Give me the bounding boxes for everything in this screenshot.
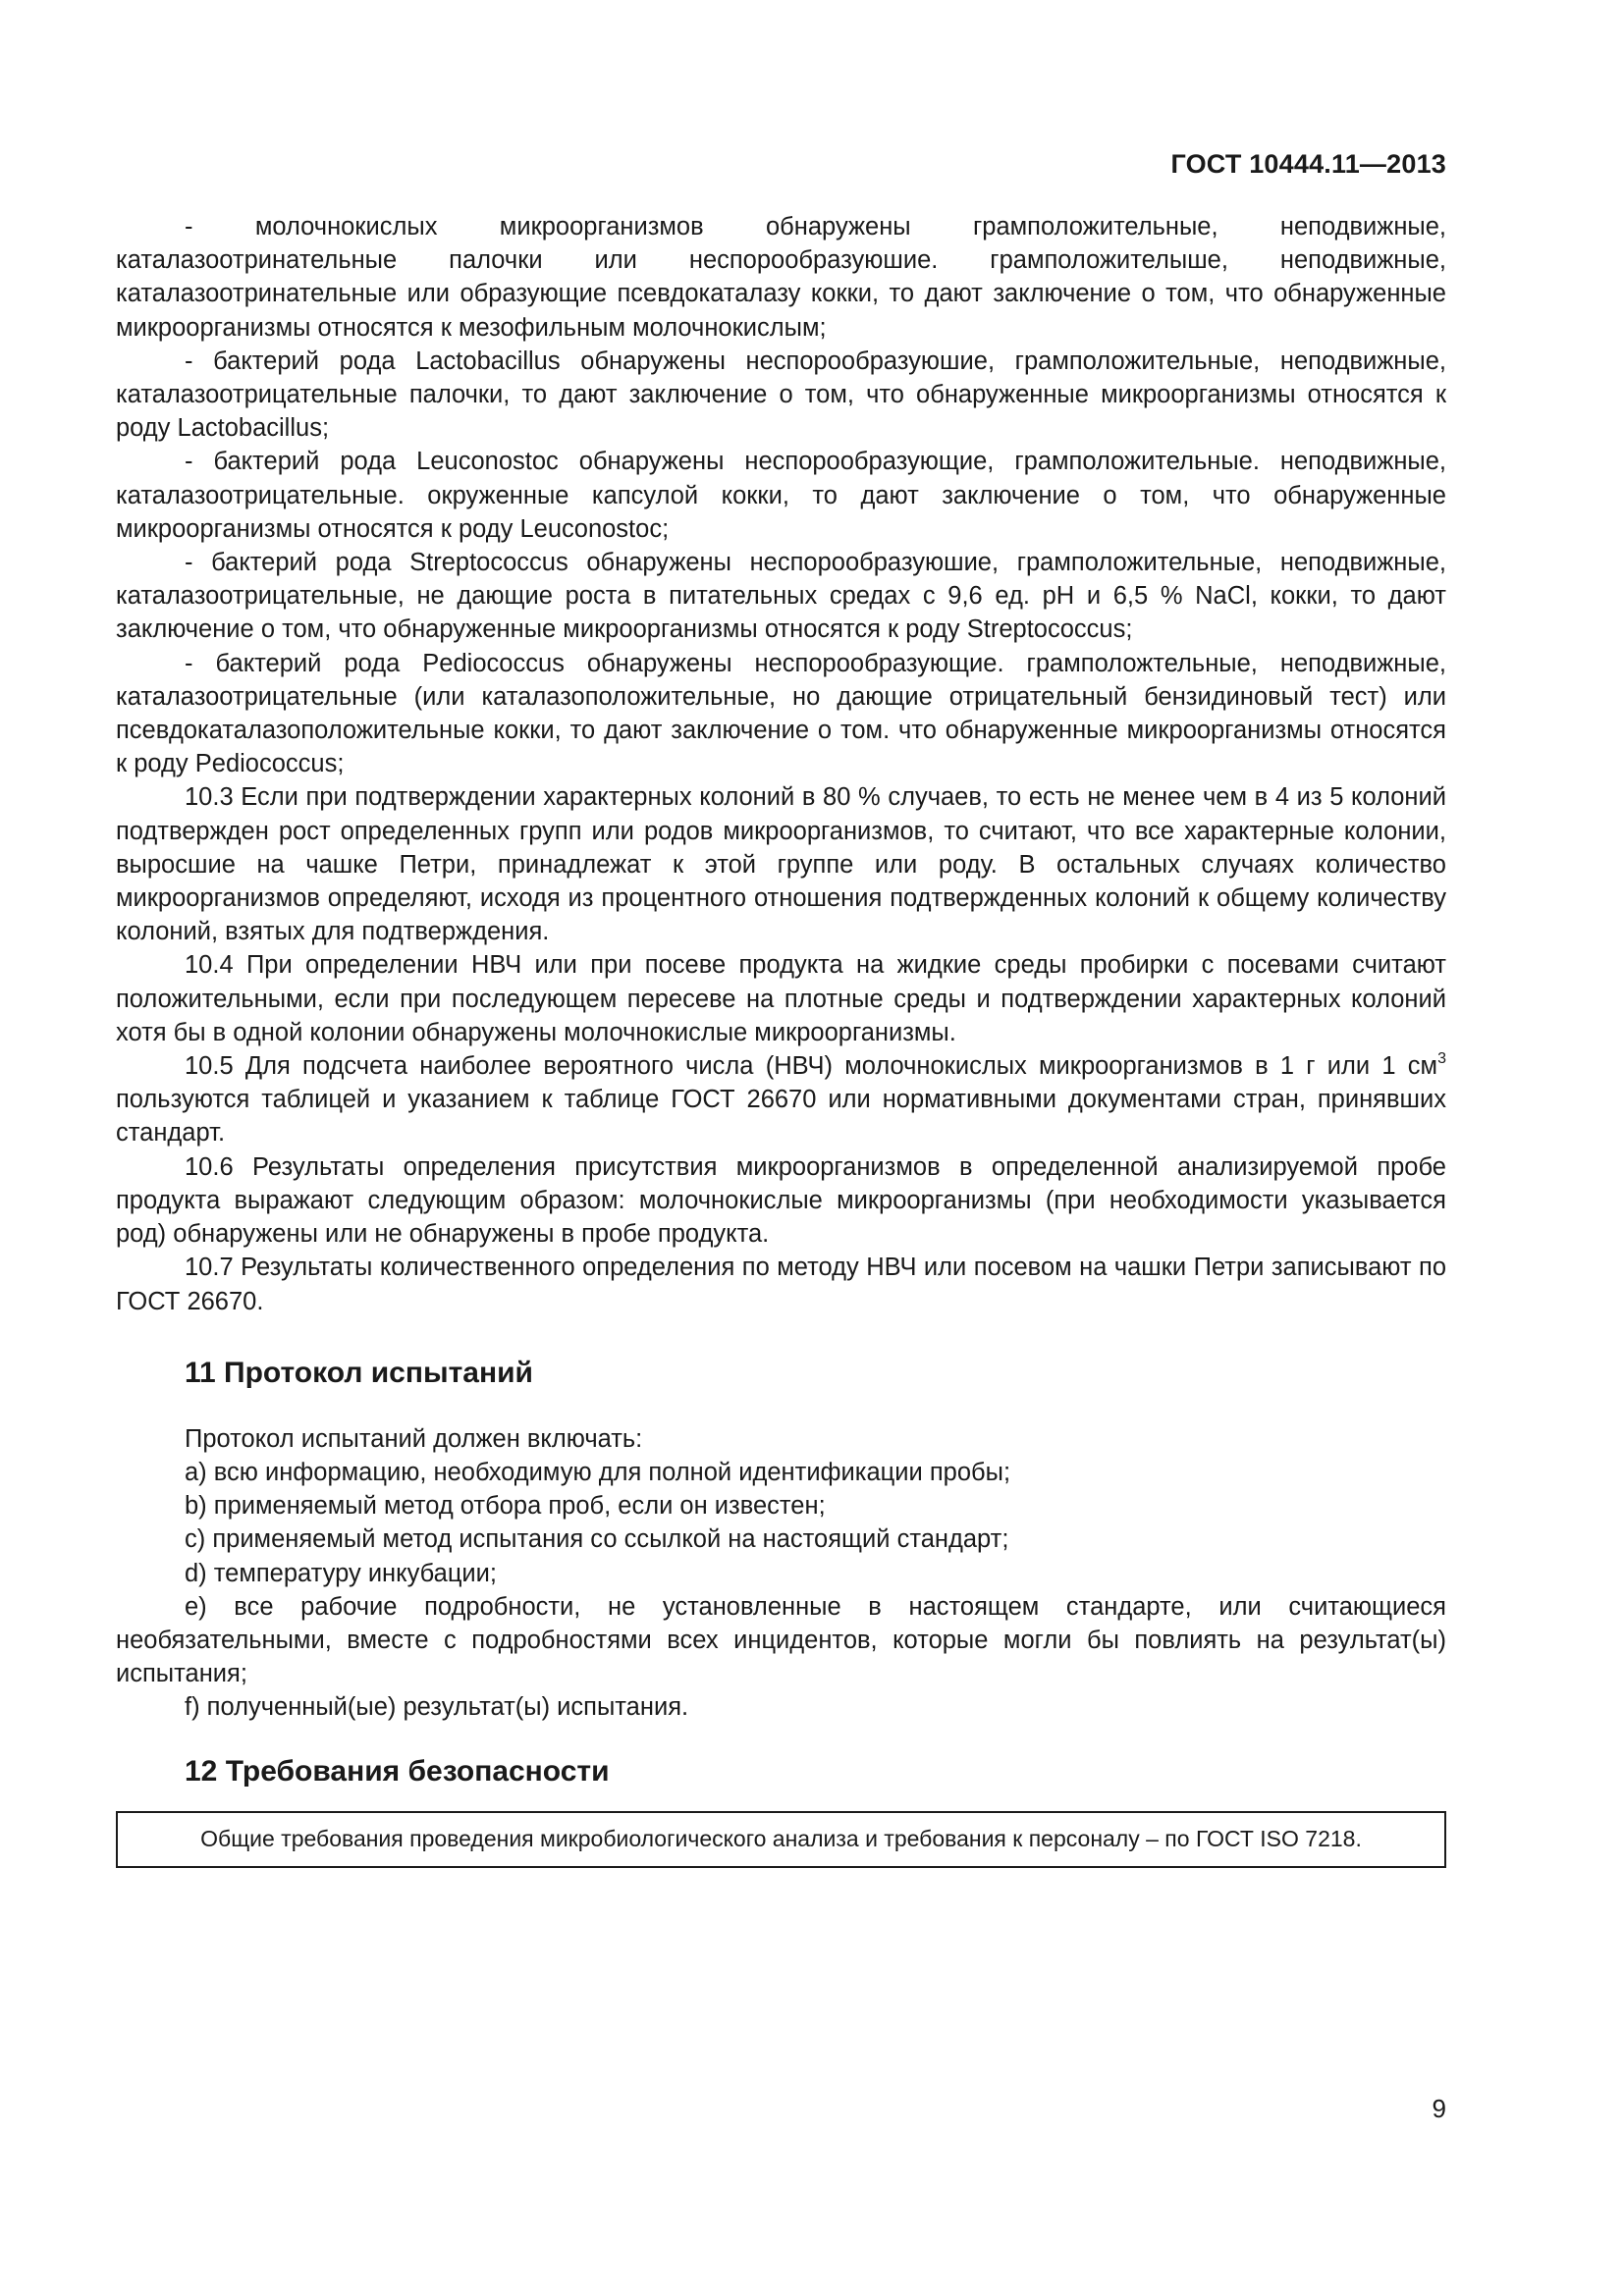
list-item-lactobacillus: - бактерий рода Lactobacillus обнаружены неспорообразуюшие, грамположительные, неподвижные, каталазоотрицательные палочки, то дают заключение о том, что обнаруженные микроорганизмы относятся к роду Lactobacillus; — [116, 347, 1446, 443]
section-12-title: 12 Требования безопасности — [185, 1754, 610, 1788]
protocol-item-c: c) применяемый метод испытания со ссылкой на настоящий стандарт; — [185, 1525, 1009, 1554]
protocol-item-b: b) применяемый метод отбора проб, если он известен; — [185, 1492, 826, 1521]
safety-requirements-text: Общие требования проведения микробиологического анализа и требования к персоналу – по ГОСТ ISO 7218. — [200, 1826, 1362, 1852]
section-11-intro: Протокол испытаний должен включать: — [185, 1424, 643, 1453]
list-item-leuconostoc: - бактерий рода Leuconostoc обнаружены неспорообразующие, грамположительные. неподвижные, каталазоотрицательные. окруженные капсулой кокки, то дают заключение о том, что обнаруженные микроорганизмы относятся к роду Leuconostoc; — [116, 448, 1446, 543]
superscript-cube: 3 — [1437, 1049, 1446, 1067]
list-item-pediococcus: - бактерий рода Pediococcus обнаружены неспорообразующие. грамположтельные, неподвижные, каталазоотрицательные (или каталазоположительные, но дающие отрицательный бензидиновый тест) или псевдокаталазоположительные кокки, то дают заключение о том. что обнаруженные микроорганизмы относятся к роду Pediococcus; — [116, 649, 1446, 778]
page-number: 9 — [1432, 2094, 1446, 2123]
list-item-lactic: - молочнокислых микроорганизмов обнаружены грамположительные, неподвижные, каталазоотринательные палочки или неспорообразуюшие. грамположителыше, неподвижные, каталазоотринательные или образующие псевдокаталазу кокки, то дают заключение о том, что обнаруженные микроорганизмы относятся к мезофильным молочнокислым; — [116, 213, 1446, 342]
paragraph-10-5 — [116, 1049, 1446, 1150]
paragraph-10-6: 10.6 Результаты определения присутствия микроорганизмов в определенной анализируемой пробе продукта выражают следующим образом: молочнокислые микроорганизмы (при необходимости указывается род) обнаружены или не обнаружены в пробе продукта. — [116, 1152, 1446, 1249]
list-item-streptococcus: - бактерий рода Streptococcus обнаружены неспорообразуюшие, грамположительные, неподвижные, каталазоотрицательные, не дающие роста в питательных средах с 9,6 ед. pH и 6,5 % NaCl, кокки, то дают заключение о том, что обнаруженные микроорганизмы относятся к роду Streptococcus; — [116, 549, 1446, 644]
paragraph-10-4: 10.4 При определении НВЧ или при посеве продукта на жидкие среды пробирки с посевами считают положительными, если при последующем пересеве на плотные среды и подтверждении характерных колоний хотя бы в одной колонии обнаружены молочнокислые микроорганизмы. — [116, 951, 1446, 1046]
paragraph-10-7: 10.7 Результаты количественного определения по методу НВЧ или посевом на чашки Петри записывают по ГОСТ 26670. — [116, 1254, 1446, 1315]
paragraph-10-3: 10.3 Если при подтверждении характерных колоний в 80 % случаев, то есть не менее чем в 4 из 5 колоний подтвержден рост определенных групп или родов микроорганизмов, то считают, что все характерные колонии, выросшие на чашке Петри, принадлежат к этой группе или роду. В остальных случаях количество микроорганизмов определяют, исходя из процентного отношения подтвержденных колоний к общему количеству колоний, взятых для подтверждения. — [116, 783, 1446, 946]
protocol-item-a: a) всю информацию, необходимую для полной идентификации пробы; — [185, 1458, 1011, 1486]
document-code-header: ГОСТ 10444.11—2013 — [1170, 149, 1446, 179]
protocol-item-e: e) все рабочие подробности, не установленные в настоящем стандарте, или считающиеся необязательными, вместе с подробностями всех инцидентов, которые могли бы повлиять на результат(ы) испытания; — [116, 1592, 1446, 1688]
protocol-item-d: d) температуру инкубации; — [185, 1559, 498, 1587]
protocol-item-f: f) полученный(ые) результат(ы) испытания. — [185, 1693, 689, 1722]
safety-requirements-box — [116, 1811, 1446, 1868]
paragraph-10-5-part1: 10.5 Для подсчета наиболее вероятного числа (НВЧ) молочнокислых микроорганизмов в 1 г или 1 см — [185, 1052, 1438, 1081]
paragraph-10-5-part2: пользуются таблицей и указанием к таблице ГОСТ 26670 или нормативными документами стран, принявших стандарт. — [116, 1086, 1446, 1148]
section-11-title: 11 Протокол испытаний — [185, 1356, 533, 1389]
document-body — [116, 210, 1446, 1868]
